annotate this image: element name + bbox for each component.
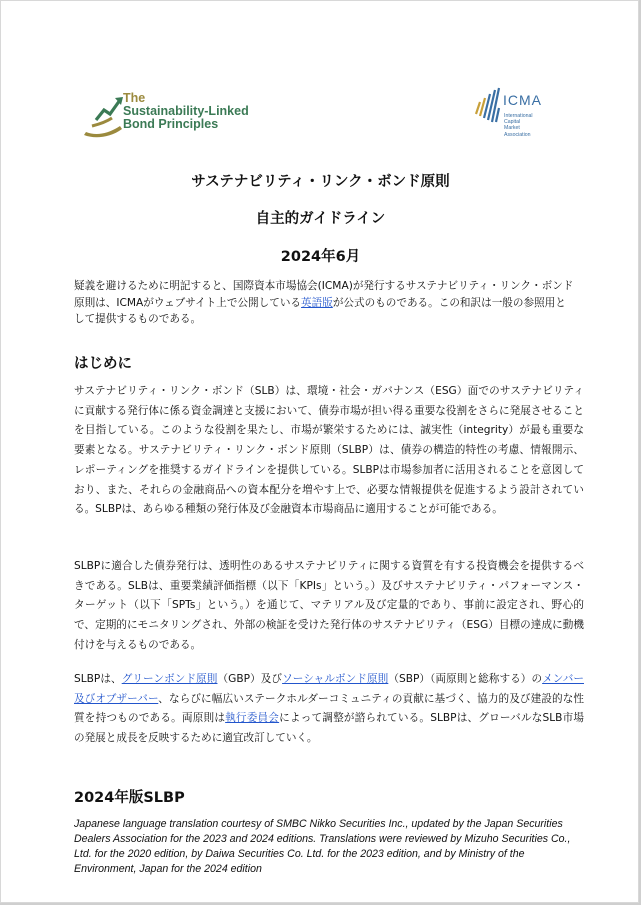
paragraph-text: によって調整が諮られている。SLBPは、グローバルなSLB市場の発展と成長を反映するために適宜改訂していく。	[74, 712, 585, 745]
slbp-logo-line2: Sustainability-Linked	[123, 104, 249, 118]
paragraph-text: （GBP）及び	[217, 673, 283, 685]
icma-sub-line: Association	[504, 131, 531, 138]
slbp-logo-line1: The	[123, 91, 146, 105]
paragraph-text: 、ならびに幅広いステークホルダーコミュニティの貢献に基づく、協力的及び建設的な性質を持つものである。両原則は	[74, 692, 584, 725]
paragraph-text: （SBP）（両原則と総称する）の	[388, 673, 543, 685]
intro-paragraph-3	[74, 670, 584, 749]
slbp-logo-text	[123, 92, 249, 131]
social-bond-principles-link[interactable]: ソーシャルボンド原則	[282, 673, 389, 685]
disclaimer-text: 疑義を避けるために明記すると、国際資本市場協会(ICMA)が発行するサステナビリティ・リンク・ボンド原則は、ICMAがウェブサイト上で公開している	[74, 280, 574, 309]
document-date: 2024年6月	[280, 249, 361, 265]
icma-logo-subtitle	[504, 113, 533, 138]
icma-logo-name: ICMA	[503, 92, 542, 108]
disclaimer-text: が公式のものである。この和訳は一般の参照用として提供するものである。	[74, 296, 566, 325]
icma-sub-line: International	[504, 113, 533, 119]
members-observers-link[interactable]: メンバー及びオブザーバー	[74, 673, 584, 705]
slbp-logo-line3: Bond Principles	[123, 117, 219, 131]
executive-committee-link[interactable]: 執行委員会	[225, 712, 280, 725]
paragraph-text: SLBPは、	[74, 673, 122, 685]
section-2024-heading: 2024年版SLBP	[74, 790, 185, 806]
icma-sub-line: Capital	[504, 119, 521, 126]
disclaimer-paragraph	[74, 278, 574, 328]
translation-credit: Japanese language translation courtesy of SMBC Nikko Securities Inc., updated by the Japan Securities Dealers Association for the 2023 and 2024 editions. Translations were reviewed by Mizuho Securities Co., Ltd. for the 2020 edition, by Daiwa Securities Co. Ltd. for the 2023 edition, and by Ministry of the Environment, Japan for the 2024 edition	[74, 818, 571, 875]
intro-heading: はじめに	[74, 356, 132, 372]
icma-sub-line: Market	[504, 125, 520, 132]
green-bond-principles-link[interactable]: グリーンボンド原則	[121, 673, 218, 685]
document-title: サステナビリティ・リンク・ボンド原則	[191, 174, 450, 190]
intro-paragraph-2: SLBPに適合した債券発行は、透明性のあるサステナビリティに関する資質を有する投資機会を提供するべきである。SLBは、重要業績評価指標（以下「KPIs」という。）及びサステナビリティ・パフォーマンス・ターゲット（以下「SPTs」という。）を通じて、マテリアル及び定量的であり、事前に設定され、野心的で、定期的にモニタリングされ、外部の検証を受けた発行体のサステナビリティ（ESG）目標の達成に動機付けを与えるものである。	[74, 560, 584, 651]
document-subtitle: 自主的ガイドライン	[255, 211, 386, 227]
english-version-link[interactable]: 英語版	[301, 296, 333, 309]
intro-paragraph-1: サステナビリティ・リンク・ボンド（SLB）は、環境・社会・ガバナンス（ESG）面でのサステナビリティに貢献する発行体に係る資金調達と支援において、債券市場が担い得る重要な役割をさらに発展させることを目指している。このような役割を果たし、市場が繁栄するためには、誠実性（integrity）が最も重要な要素となる。サステナビリティ・リンク・ボンド原則（SLBP）は、債券の構造的特性の考慮、情報開示、レポーティングを推奨するガイドラインを提供している。SLBPは市場参加者に活用されることを意図しており、また、それらの金融商品への資本配分を増やす上で、必要な情報提供を促進するよう設計されている。SLBPは、あらゆる種類の発行体及び金融資本市場商品に適用することが可能である。	[74, 385, 584, 516]
